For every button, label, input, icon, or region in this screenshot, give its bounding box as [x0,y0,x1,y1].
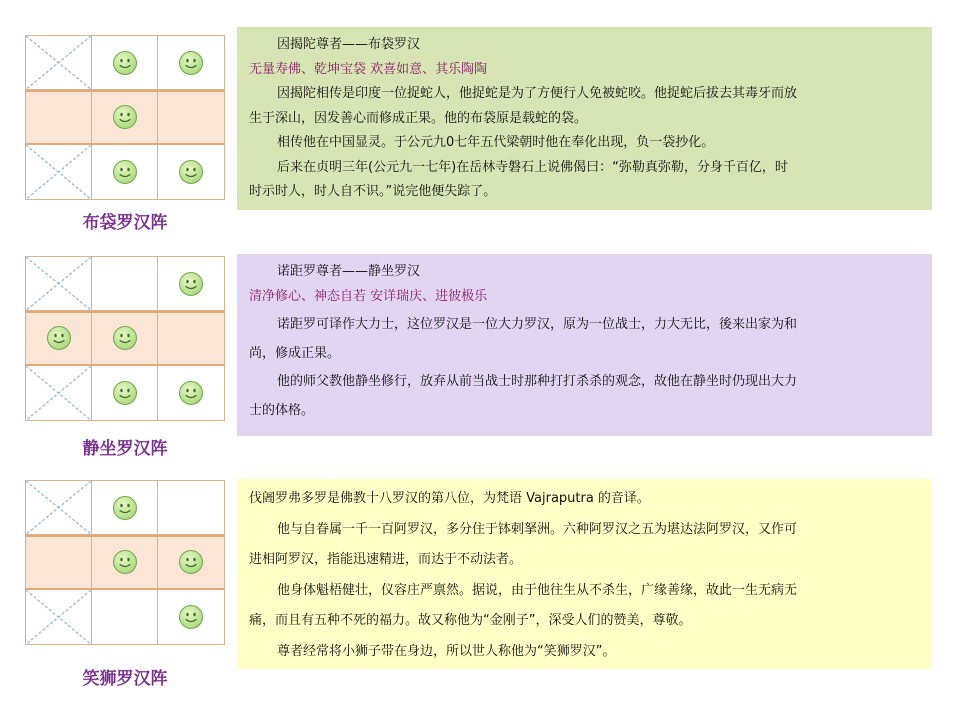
panel-line: 他与自眷属一千一百阿罗汉，多分住于钵剌拏洲。六种阿罗汉之五为堪达法阿罗汉，又作可 [277,521,798,537]
grid-cell-arhat [158,36,224,90]
grid-cell-arhat [92,145,158,199]
grid-cell-arhat [158,535,224,589]
grid-cell-arhat [92,366,158,420]
grid-cell-arhat [92,481,158,535]
grid-cell-empty [92,590,158,644]
panel-line: 士的体格。 [249,402,315,418]
grid-cell-empty [158,481,224,535]
panel-subtitle: 无量寿佛、乾坤宝袋 欢喜如意、其乐陶陶 [249,61,488,77]
grid-cell-empty [26,535,92,589]
smiley-face-icon [178,271,204,297]
grid-cell-arhat [158,257,224,311]
panel-line: 相传他在中国显灵。于公元九0七年五代梁朝时他在奉化出现，负一袋抄化。 [277,135,715,150]
panel-line: 尊者经常将小狮子带在身边，所以世人称他为“笑狮罗汉”。 [277,643,616,659]
formation-caption: 布袋罗汉阵 [82,213,168,233]
description-panel [237,254,932,436]
grid-cell-arhat [92,535,158,589]
smiley-face-icon [112,104,138,130]
grid-cell-crossed [26,145,92,199]
smiley-face-icon [46,325,72,351]
smiley-face-icon [178,50,204,76]
grid-cell-crossed [26,481,92,535]
formation-caption: 静坐罗汉阵 [82,439,168,459]
grid-cell-empty [26,90,92,144]
panel-heading: 诺距罗尊者——静坐罗汉 [277,264,421,279]
grid-cell-arhat [92,311,158,365]
panel-line: 因揭陀相传是印度一位捉蛇人，他捉蛇是为了方便行人免被蛇咬。他捉蛇后拔去其毒牙而放 [277,86,798,101]
panel-heading: 因揭陀尊者——布袋罗汉 [277,37,421,52]
grid-cell-crossed [26,590,92,644]
panel-line: 生于深山，因发善心而修成正果。他的布袋原是载蛇的袋。 [249,110,588,126]
grid-cell-crossed [26,36,92,90]
panel-line: 他身体魁梧健壮，仪容庄严禀然。据说，由于他往生从不杀生，广缘善缘，故此一生无病无 [277,582,798,598]
grid-cell-empty [158,311,224,365]
description-panel [237,27,932,210]
panel-line: 后来在贞明三年(公元九一七年)在岳林寺磐石上说佛偈曰：“弥勒真弥勒，分身千百亿，时 [277,159,788,175]
smiley-face-icon [178,159,204,185]
panel-line: 他的师父教他静坐修行，放弃从前当战士时那种打打杀杀的观念，故他在静坐时仍现出大力 [277,374,798,389]
panel-line: 诺距罗可译作大力士，这位罗汉是一位大力罗汉，原为一位战士，力大无比，後来出家为和 [277,317,798,332]
grid-cell-arhat [158,366,224,420]
smiley-face-icon [178,380,204,406]
formation-grid [25,256,225,421]
smiley-face-icon [112,159,138,185]
formation-grid [25,480,225,645]
panel-line: 伐阇罗弗多罗是佛教十八罗汉的第八位，为梵语 Vajraputra 的音译。 [249,491,650,506]
formation-caption: 笑狮罗汉阵 [82,669,168,689]
smiley-face-icon [112,549,138,575]
panel-line: 进相阿罗汉，指能迅速精进，而达于不动法者。 [249,552,523,567]
grid-cell-crossed [26,257,92,311]
grid-cell-arhat [158,145,224,199]
panel-line: 时示时人，时人自不识。”说完他便失踪了。 [249,184,497,199]
smiley-face-icon [112,380,138,406]
grid-cell-arhat [92,90,158,144]
panel-line: 痛，而且有五种不死的福力。故又称他为“金刚子”，深受人们的赞美，尊敬。 [249,613,692,628]
grid-cell-empty [158,90,224,144]
grid-cell-arhat [158,590,224,644]
smiley-face-icon [112,50,138,76]
grid-cell-arhat [92,36,158,90]
description-panel [237,479,932,669]
formation-grid [25,35,225,200]
grid-cell-arhat [26,311,92,365]
grid-cell-crossed [26,366,92,420]
panel-subtitle: 清净修心、神态自若 安详瑞庆、进彼极乐 [249,288,488,304]
smiley-face-icon [112,325,138,351]
smiley-face-icon [112,495,138,521]
grid-cell-empty [92,257,158,311]
smiley-face-icon [178,549,204,575]
smiley-face-icon [178,604,204,630]
panel-line: 尚，修成正果。 [249,345,341,361]
